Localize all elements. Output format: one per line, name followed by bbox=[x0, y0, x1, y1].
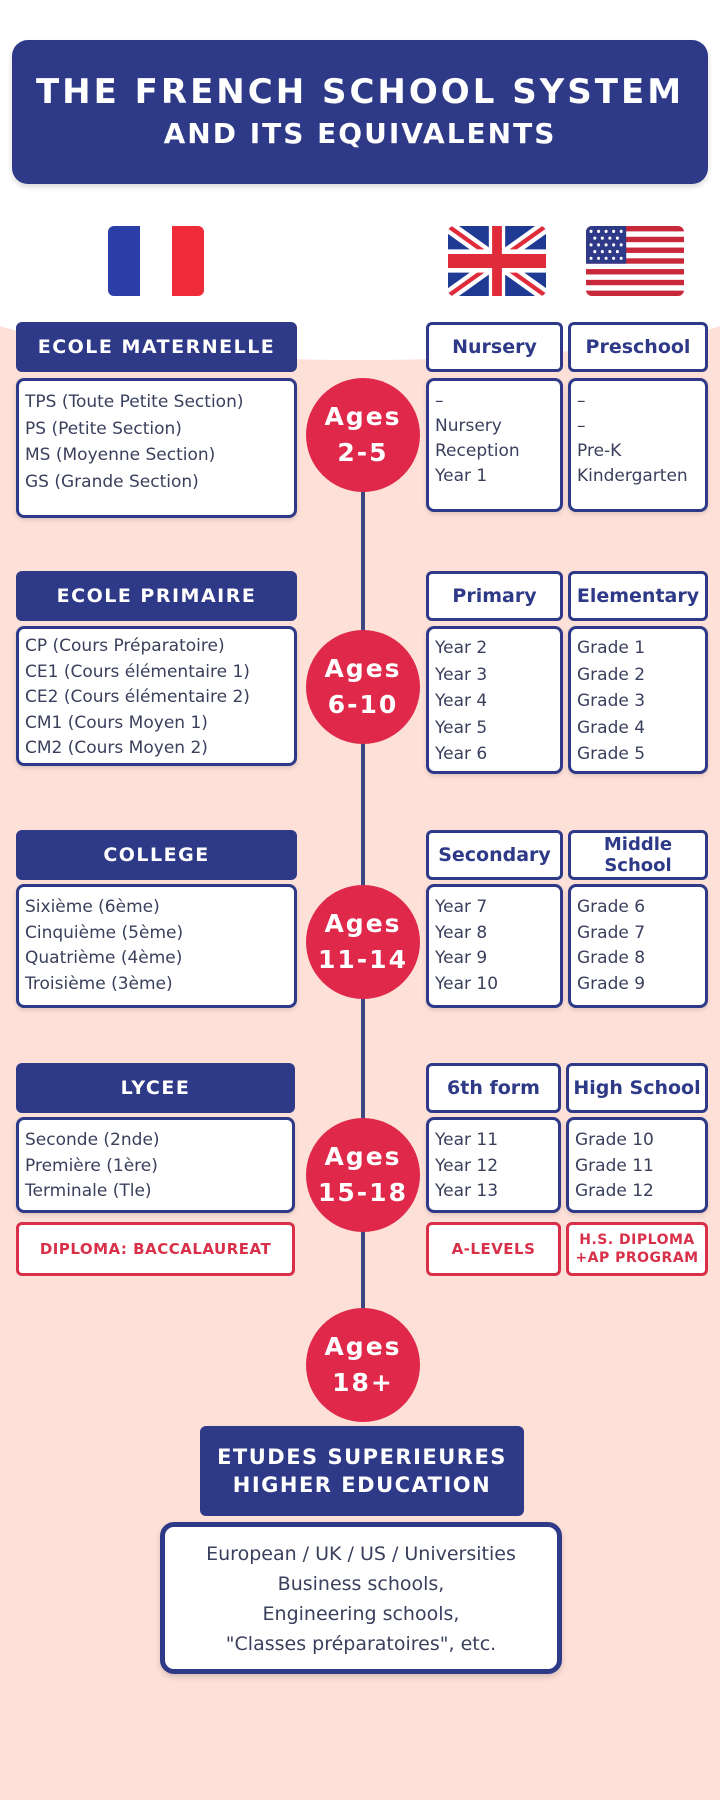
age-label: Ages bbox=[324, 1142, 402, 1171]
list-item: Year 12 bbox=[435, 1155, 499, 1176]
list-item: Year 13 bbox=[435, 1181, 499, 1201]
stage-4-french-box bbox=[16, 1117, 295, 1213]
list-item: Grade 5 bbox=[577, 744, 646, 764]
list-item: Sixième (6ème) bbox=[25, 897, 160, 917]
list-item: "Classes préparatoires", etc. bbox=[225, 1633, 497, 1655]
list-item: Grade 7 bbox=[577, 922, 646, 943]
list-item: Grade 4 bbox=[577, 717, 646, 738]
list-item: Grade 9 bbox=[577, 973, 646, 994]
age-range: 15-18 bbox=[318, 1178, 408, 1207]
diploma-hs-ap bbox=[566, 1222, 708, 1276]
list-item: Grade 12 bbox=[575, 1181, 654, 1201]
list-item: Première (1ère) bbox=[25, 1155, 158, 1176]
age-label: Ages bbox=[324, 654, 402, 683]
diploma-a-levels: A-LEVELS bbox=[426, 1222, 561, 1276]
age-label: Ages bbox=[324, 909, 402, 938]
age-range: 2-5 bbox=[337, 438, 389, 467]
list-item: – bbox=[577, 391, 586, 411]
list-item: Year 3 bbox=[435, 664, 488, 685]
stage-1-french-title: ECOLE MATERNELLE bbox=[16, 322, 297, 372]
stage-4-us-title: High School bbox=[566, 1063, 708, 1113]
diploma-baccalaureat: DIPLOMA: BACCALAUREAT bbox=[16, 1222, 295, 1276]
list-item: CM1 (Cours Moyen 1) bbox=[25, 712, 208, 733]
list-item: – bbox=[577, 416, 586, 436]
age-range: 6-10 bbox=[327, 690, 399, 719]
diploma-line: +AP PROGRAM bbox=[575, 1250, 699, 1266]
list-item: Year 8 bbox=[435, 922, 488, 943]
age-badge-2-5 bbox=[306, 378, 420, 492]
stage-2-us-title: Elementary bbox=[568, 571, 708, 621]
uk-flag-icon bbox=[448, 226, 546, 296]
list-item: CP (Cours Préparatoire) bbox=[25, 636, 225, 656]
list-item: Year 10 bbox=[435, 973, 499, 994]
list-item: Year 7 bbox=[435, 897, 488, 917]
stage-3-uk-title: Secondary bbox=[426, 830, 563, 880]
stage-3-us-title: Middle School bbox=[568, 830, 708, 880]
list-item: Seconde (2nde) bbox=[25, 1130, 160, 1150]
title-line-2: AND ITS EQUIVALENTS bbox=[163, 117, 557, 150]
title-line-1: THE FRENCH SCHOOL SYSTEM bbox=[35, 72, 685, 112]
list-item: Year 2 bbox=[435, 638, 488, 658]
list-item: CM2 (Cours Moyen 2) bbox=[25, 738, 208, 758]
stage-1-us-box bbox=[568, 378, 708, 512]
age-badge-11-14 bbox=[306, 885, 420, 999]
stage-3-us-box bbox=[568, 884, 708, 1008]
list-item: Grade 11 bbox=[575, 1155, 654, 1176]
higher-education-title bbox=[200, 1426, 524, 1516]
stage-2-french-box bbox=[16, 626, 297, 766]
stage-3-french-box bbox=[16, 884, 297, 1008]
stage-3-french-title: COLLEGE bbox=[16, 830, 297, 880]
list-item: Year 1 bbox=[435, 466, 488, 486]
stage-1-french-box bbox=[16, 378, 297, 518]
list-item: Year 5 bbox=[435, 717, 488, 738]
stage-3-uk-box bbox=[426, 884, 563, 1008]
stage-2-us-box bbox=[568, 626, 708, 774]
stage-4-uk-box bbox=[426, 1117, 561, 1213]
list-item: Grade 3 bbox=[577, 691, 646, 711]
list-item: Year 6 bbox=[435, 744, 488, 764]
list-item: Grade 10 bbox=[575, 1130, 654, 1150]
age-label: Ages bbox=[324, 1332, 402, 1361]
stage-4-french-title: LYCEE bbox=[16, 1063, 295, 1113]
france-flag-icon bbox=[108, 226, 204, 296]
list-item: Terminale (Tle) bbox=[25, 1181, 152, 1201]
stage-2-french-title: ECOLE PRIMAIRE bbox=[16, 571, 297, 621]
list-item: Cinquième (5ème) bbox=[25, 922, 184, 943]
list-item: Quatrième (4ème) bbox=[25, 948, 183, 968]
title-banner bbox=[12, 40, 708, 184]
age-range: 11-14 bbox=[318, 945, 408, 974]
higher-title-line: ETUDES SUPERIEURES bbox=[217, 1445, 507, 1469]
list-item: European / UK / US / Universities bbox=[206, 1543, 516, 1565]
list-item: Grade 6 bbox=[577, 897, 646, 917]
list-item: Year 11 bbox=[435, 1130, 499, 1150]
age-range: 18+ bbox=[332, 1368, 394, 1397]
list-item: MS (Moyenne Section) bbox=[25, 445, 216, 465]
diploma-line: H.S. DIPLOMA bbox=[579, 1232, 695, 1248]
list-item: Business schools, bbox=[277, 1573, 445, 1595]
list-item: TPS (Toute Petite Section) bbox=[25, 392, 244, 412]
stage-1-uk-box bbox=[426, 378, 563, 512]
list-item: Grade 1 bbox=[577, 638, 646, 658]
stage-4-uk-title: 6th form bbox=[426, 1063, 561, 1113]
list-item: Year 9 bbox=[435, 948, 488, 968]
list-item: Kindergarten bbox=[577, 466, 688, 486]
stage-1-us-title: Preschool bbox=[568, 322, 708, 372]
list-item: Year 4 bbox=[435, 691, 488, 711]
list-item: CE2 (Cours élémentaire 2) bbox=[25, 687, 250, 707]
list-item: Reception bbox=[435, 441, 520, 461]
list-item: CE1 (Cours élémentaire 1) bbox=[25, 661, 250, 682]
list-item: Grade 8 bbox=[577, 948, 646, 968]
stage-4-us-box bbox=[566, 1117, 708, 1213]
list-item: – bbox=[435, 391, 444, 411]
age-badge-15-18 bbox=[306, 1118, 420, 1232]
us-flag-icon bbox=[586, 226, 684, 296]
age-badge-18-plus bbox=[306, 1308, 420, 1422]
list-item: Troisième (3ème) bbox=[25, 973, 173, 994]
age-badge-6-10 bbox=[306, 630, 420, 744]
higher-title-line: HIGHER EDUCATION bbox=[232, 1473, 492, 1497]
age-label: Ages bbox=[324, 402, 402, 431]
list-item: Engineering schools, bbox=[262, 1603, 460, 1625]
list-item: Nursery bbox=[435, 416, 502, 436]
list-item: GS (Grande Section) bbox=[25, 471, 199, 492]
list-item: PS (Petite Section) bbox=[25, 418, 182, 439]
higher-education-box bbox=[160, 1522, 562, 1674]
stage-1-uk-title: Nursery bbox=[426, 322, 563, 372]
stage-2-uk-title: Primary bbox=[426, 571, 563, 621]
list-item: Grade 2 bbox=[577, 664, 646, 685]
list-item: Pre-K bbox=[577, 441, 622, 461]
stage-2-uk-box bbox=[426, 626, 563, 774]
